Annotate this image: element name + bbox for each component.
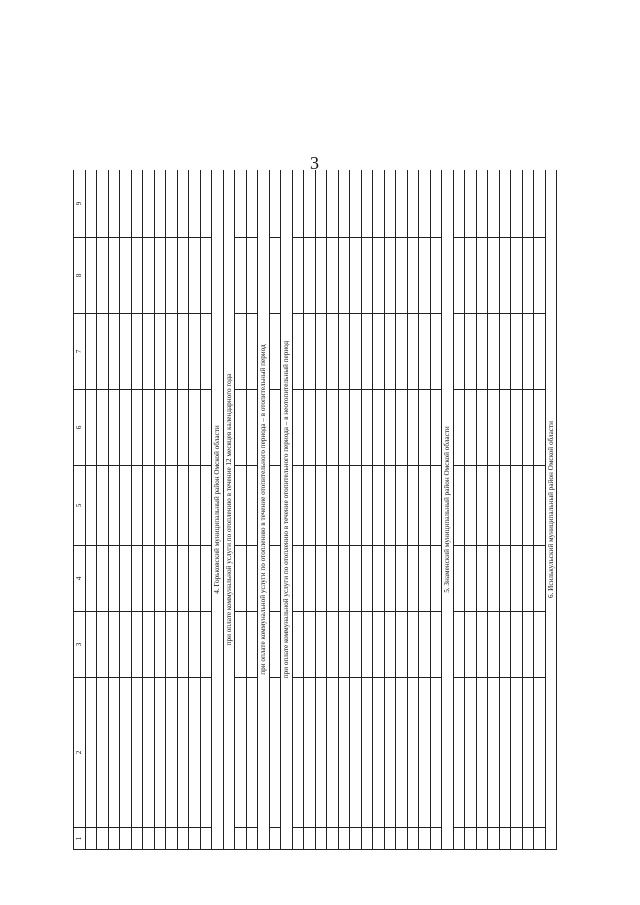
- header-cell: 1: [74, 828, 86, 850]
- table-row: [384, 170, 396, 850]
- section-row: [545, 170, 557, 850]
- table-row: [396, 170, 408, 850]
- table-row: [85, 170, 97, 850]
- subheader-row: [223, 170, 235, 850]
- table-row: [108, 170, 120, 850]
- header-cell: 3: [74, 612, 86, 678]
- header-cell: 2: [74, 678, 86, 828]
- table-row: [315, 170, 327, 850]
- table-row: [327, 170, 339, 850]
- table-row: [269, 170, 281, 850]
- subheader: при оплате коммунальной услуги по отоплению в течение отопительного периода – в неотопительный период: [281, 170, 293, 850]
- section-row: [212, 170, 224, 850]
- section-title: 4. Горьковский муниципальный район Омской области: [212, 170, 224, 850]
- subheader-row: [258, 170, 270, 850]
- table-row: [338, 170, 350, 850]
- table-row: [235, 170, 247, 850]
- header-cell: 5: [74, 466, 86, 546]
- header-row: [74, 170, 86, 850]
- table-row: [453, 170, 465, 850]
- tariff-table: [73, 170, 557, 850]
- header-cell: 8: [74, 238, 86, 314]
- table-row: [120, 170, 132, 850]
- table-row: [166, 170, 178, 850]
- table-row: [522, 170, 534, 850]
- table-row: [200, 170, 212, 850]
- table-row: [143, 170, 155, 850]
- table-row: [246, 170, 258, 850]
- section-row: [442, 170, 454, 850]
- header-cell: 4: [74, 546, 86, 612]
- table-row: [430, 170, 442, 850]
- header-cell: 6: [74, 390, 86, 466]
- subheader-row: [281, 170, 293, 850]
- table-row: [292, 170, 304, 850]
- table-row: [465, 170, 477, 850]
- subheader: при оплате коммунальной услуги по отоплению в течение 12 месяцев календарного года: [223, 170, 235, 850]
- page-number: 3: [310, 153, 319, 173]
- table-row: [373, 170, 385, 850]
- table-row: [511, 170, 523, 850]
- table-row: [97, 170, 109, 850]
- table-row: [488, 170, 500, 850]
- section-title: 5. Знаменский муниципальный район Омской области: [442, 170, 454, 850]
- subheader: при оплате коммунальной услуги по отоплению в течение отопительного периода – в отопительный период: [258, 170, 270, 850]
- header-cell: 7: [74, 314, 86, 390]
- table-row: [350, 170, 362, 850]
- table-row: [177, 170, 189, 850]
- table-row: [476, 170, 488, 850]
- rotated-table-area: [73, 170, 580, 850]
- table-row: [499, 170, 511, 850]
- table-row: [304, 170, 316, 850]
- table-row: [419, 170, 431, 850]
- table-row: [534, 170, 546, 850]
- section-title: 6. Исилькульский муниципальный район Омской области: [545, 170, 557, 850]
- table-row: [407, 170, 419, 850]
- header-cell: 9: [74, 170, 86, 238]
- table-row: [131, 170, 143, 850]
- table-row: [361, 170, 373, 850]
- table-row: [189, 170, 201, 850]
- table-row: [154, 170, 166, 850]
